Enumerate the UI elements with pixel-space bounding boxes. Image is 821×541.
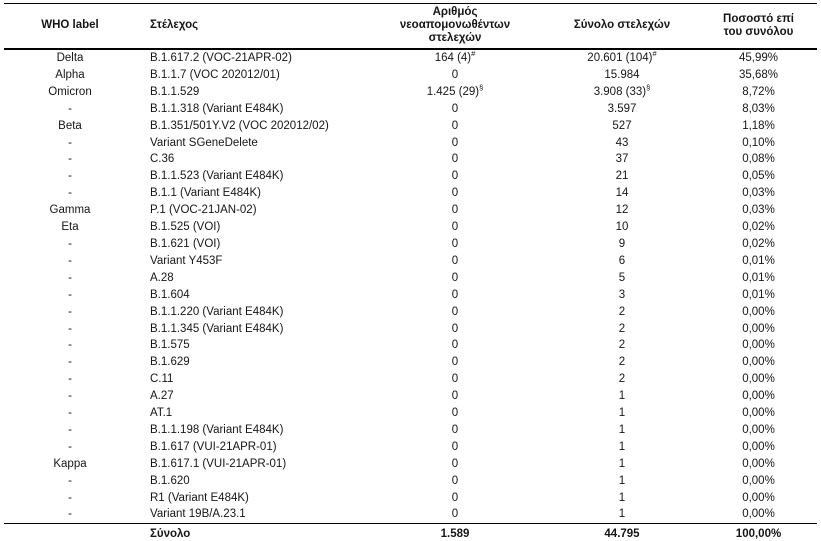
who-label-cell: -: [68, 254, 72, 267]
percentage-cell: 0,00%: [742, 423, 775, 436]
new-isolates-cell: [366, 321, 544, 338]
total-strains-value: 6: [618, 254, 626, 267]
new-isolates-cell: [366, 337, 544, 354]
percentage-cell: 0,00%: [742, 457, 775, 470]
strain-cell: B.1.617.1 (VUI-21APR-01): [150, 457, 287, 470]
who-label-cell: Gamma: [49, 204, 91, 217]
table-body: [4, 49, 817, 524]
table-row: [4, 287, 817, 304]
new-isolates-value: 0: [451, 254, 459, 267]
column-header-who-label-text: WHO label: [41, 19, 99, 31]
new-isolates-cell: [366, 422, 544, 439]
total-strains-value: 1: [618, 457, 626, 470]
percentage-cell: 0,01%: [742, 288, 775, 301]
strain-cell: B.1.1 (Variant E484K): [150, 187, 262, 200]
column-header-percentage-text: Ποσοστό επί του συνόλου: [723, 12, 794, 38]
percentage-cell: 0,00%: [742, 339, 775, 352]
strain-cell: B.1.1.198 (Variant E484K): [150, 423, 284, 436]
strain-cell: C.36: [150, 153, 175, 166]
total-strains-cell: [544, 304, 700, 321]
table-row: [4, 84, 817, 101]
new-isolates-cell: [366, 371, 544, 388]
strain-cell: B.1.620: [150, 474, 190, 487]
column-header-new-isolates-text: Αριθμός νεοαπομονωθέντων στελεχών: [399, 6, 511, 44]
new-isolates-value: 0: [451, 119, 459, 132]
new-isolates-value: 0: [451, 373, 459, 386]
strain-cell: B.1.525 (VOI): [150, 221, 221, 234]
percentage-cell: 0,08%: [742, 153, 775, 166]
total-strains-cell: [544, 321, 700, 338]
percentage-cell: 0,00%: [742, 407, 775, 420]
who-label-cell: -: [68, 187, 72, 200]
total-strains-cell: [544, 337, 700, 354]
strain-cell: B.1.351/501Y.V2 (VOC 202012/02): [150, 119, 329, 132]
who-label-cell: Eta: [61, 221, 79, 234]
total-strains-value: 2: [618, 322, 626, 335]
total-strains-value: 2: [618, 373, 626, 386]
total-strains-cell: [544, 151, 700, 168]
total-strains-value: 14: [615, 187, 629, 200]
percentage-cell: 45,99%: [738, 52, 778, 64]
strain-cell: B.1.1.529: [150, 85, 200, 98]
variant-surveillance-table: [4, 3, 817, 541]
who-label-cell: -: [68, 305, 72, 318]
total-strains-superscript: §: [646, 83, 651, 92]
new-isolates-cell: [366, 84, 544, 101]
strain-cell: B.1.575: [150, 339, 190, 352]
new-isolates-value: 1.425 (29): [426, 85, 480, 98]
who-label-cell: -: [68, 356, 72, 369]
new-isolates-value: 0: [451, 271, 459, 284]
who-label-cell: -: [68, 288, 72, 301]
table-row: [4, 405, 817, 422]
table-row: [4, 490, 817, 507]
total-strains-cell: [544, 506, 700, 523]
who-label-cell: Alpha: [55, 68, 85, 81]
column-header-strain-text: Στέλεχος: [150, 19, 199, 31]
who-label-cell: Delta: [56, 52, 84, 64]
strain-cell: B.1.604: [150, 288, 190, 301]
total-strains-value: 9: [618, 237, 626, 250]
strain-cell: B.1.629: [150, 356, 190, 369]
column-header-who-label: [4, 4, 136, 50]
total-strains-value: 1: [618, 440, 626, 453]
total-strains-value: 12: [615, 204, 629, 217]
strain-cell: B.1.1.220 (Variant E484K): [150, 305, 284, 318]
new-isolates-value: 0: [451, 356, 459, 369]
strain-cell: P.1 (VOC-21JAN-02): [150, 204, 257, 217]
table-row: [4, 270, 817, 287]
column-header-total-strains: [544, 4, 700, 50]
total-strains-cell: [544, 236, 700, 253]
new-isolates-value: 0: [451, 423, 459, 436]
new-isolates-value: 0: [451, 322, 459, 335]
table-row: [4, 439, 817, 456]
total-strains-value: 37: [615, 153, 629, 166]
total-strains-cell: [544, 439, 700, 456]
new-isolates-value: 0: [451, 508, 459, 521]
new-isolates-value: 0: [451, 440, 459, 453]
table-header: [4, 4, 817, 50]
total-strains-value: 2: [618, 356, 626, 369]
new-isolates-cell: [366, 49, 544, 67]
strain-cell: A.27: [150, 390, 174, 403]
new-isolates-value: 0: [451, 339, 459, 352]
new-isolates-cell: [366, 101, 544, 118]
new-isolates-cell: [366, 151, 544, 168]
new-isolates-cell: [366, 439, 544, 456]
strain-cell: B.1.617 (VUI-21APR-01): [150, 440, 277, 453]
percentage-cell: 0,00%: [742, 322, 775, 335]
new-isolates-value: 0: [451, 305, 459, 318]
who-label-cell: -: [68, 491, 72, 504]
table-row: [4, 371, 817, 388]
percentage-cell: 0,00%: [742, 373, 775, 386]
column-header-new-isolates: [366, 4, 544, 50]
strain-cell: B.1.1.7 (VOC 202012/01): [150, 68, 280, 81]
new-isolates-cell: [366, 354, 544, 371]
new-isolates-cell: [366, 185, 544, 202]
new-isolates-value: 164 (4): [434, 52, 472, 64]
total-strains-value: 1: [618, 390, 626, 403]
total-strains-cell: [544, 185, 700, 202]
table-row: [4, 253, 817, 270]
strain-cell: B.1.1.345 (Variant E484K): [150, 322, 284, 335]
percentage-cell: 0,00%: [742, 305, 775, 318]
total-strains-cell: [544, 67, 700, 84]
percentage-cell: 0,00%: [742, 491, 775, 504]
column-header-strain: [136, 4, 366, 50]
new-isolates-superscript: §: [479, 83, 484, 92]
total-strains-value: 43: [615, 136, 629, 149]
who-label-cell: -: [68, 407, 72, 420]
table-row: [4, 185, 817, 202]
new-isolates-cell: [366, 490, 544, 507]
total-strains-value: 5: [618, 271, 626, 284]
total-strains-cell: [544, 168, 700, 185]
total-strains-cell: [544, 405, 700, 422]
header-row: [4, 4, 817, 50]
new-isolates-value: 0: [451, 288, 459, 301]
new-isolates-cell: [366, 405, 544, 422]
total-strains-cell: [544, 270, 700, 287]
percentage-cell: 0,00%: [742, 474, 775, 487]
total-strains-value: 3: [618, 288, 626, 301]
strain-cell: C.11: [150, 373, 174, 386]
who-label-cell: -: [68, 390, 72, 403]
table-row: [4, 202, 817, 219]
total-strains-value: 527: [612, 119, 632, 132]
who-label-cell: -: [68, 423, 72, 436]
strain-cell: R1 (Variant E484K): [150, 491, 249, 504]
total-strains-cell: [544, 84, 700, 101]
who-label-cell: Beta: [58, 119, 82, 132]
new-isolates-cell: [366, 473, 544, 490]
total-strains-value: 1: [618, 423, 626, 436]
new-isolates-value: 0: [451, 390, 459, 403]
table-row: [4, 101, 817, 118]
total-strains-value: 10: [615, 221, 629, 234]
percentage-cell: 0,00%: [742, 440, 775, 453]
strain-cell: A.28: [150, 271, 174, 284]
new-isolates-value: 0: [451, 204, 459, 217]
table-row: [4, 337, 817, 354]
new-isolates-cell: [366, 456, 544, 473]
total-strains-value: 20.601 (104): [587, 52, 653, 64]
who-label-cell: -: [68, 508, 72, 521]
new-isolates-cell: [366, 506, 544, 523]
total-strains-cell: [544, 101, 700, 118]
total-strains-cell: [544, 490, 700, 507]
new-isolates-value: 0: [451, 237, 459, 250]
total-strains-cell: [544, 118, 700, 135]
who-label-cell: -: [68, 170, 72, 183]
percentage-cell: 0,01%: [742, 271, 775, 284]
new-isolates-value: 0: [451, 102, 459, 115]
table-row: [4, 219, 817, 236]
table-row: [4, 304, 817, 321]
who-label-cell: -: [68, 136, 72, 149]
table-footer: [4, 524, 817, 541]
total-row-label: Σύνολο: [136, 524, 366, 541]
total-strains-cell: [544, 219, 700, 236]
new-isolates-value: 0: [451, 407, 459, 420]
who-label-cell: -: [68, 102, 72, 115]
total-strains-cell: [544, 422, 700, 439]
new-isolates-value: 0: [451, 491, 459, 504]
total-row-empty-cell: [4, 524, 136, 541]
table-row: [4, 151, 817, 168]
new-isolates-cell: [366, 270, 544, 287]
total-strains-superscript: #: [652, 49, 657, 59]
percentage-cell: 0,10%: [742, 136, 775, 149]
percentage-cell: 0,03%: [742, 204, 775, 217]
new-isolates-value: 0: [451, 474, 459, 487]
table-row: [4, 506, 817, 523]
total-row: [4, 524, 817, 541]
who-label-cell: -: [68, 373, 72, 386]
new-isolates-value: 0: [451, 68, 459, 81]
table-row: [4, 473, 817, 490]
total-strains-cell: [544, 388, 700, 405]
table-row: [4, 49, 817, 67]
strain-cell: Variant Y453F: [150, 254, 223, 267]
strain-cell: AT.1: [150, 407, 173, 420]
who-label-cell: -: [68, 339, 72, 352]
total-strains-value: 1: [618, 491, 626, 504]
table-row: [4, 135, 817, 152]
strain-cell: Variant 19B/A.23.1: [150, 508, 246, 521]
total-row-percentage: 100,00%: [700, 524, 817, 541]
strain-cell: B.1.621 (VOI): [150, 237, 221, 250]
who-label-cell: Omicron: [48, 85, 92, 98]
strain-cell: B.1.617.2 (VOC-21APR-02): [150, 52, 292, 64]
table-row: [4, 67, 817, 84]
total-strains-value: 3.597: [607, 102, 637, 115]
total-strains-cell: [544, 354, 700, 371]
new-isolates-cell: [366, 135, 544, 152]
column-header-percentage: [700, 4, 817, 50]
total-strains-value: 1: [618, 508, 626, 521]
table-row: [4, 456, 817, 473]
new-isolates-cell: [366, 118, 544, 135]
new-isolates-cell: [366, 168, 544, 185]
new-isolates-cell: [366, 287, 544, 304]
percentage-cell: 8,03%: [742, 102, 775, 115]
total-strains-value: 2: [618, 339, 626, 352]
new-isolates-superscript: #: [471, 49, 476, 59]
who-label-cell: -: [68, 271, 72, 284]
total-strains-cell: [544, 253, 700, 270]
percentage-cell: 0,01%: [742, 254, 775, 267]
total-strains-cell: [544, 456, 700, 473]
column-header-total-strains-text: Σύνολο στελεχών: [573, 19, 671, 31]
percentage-cell: 0,02%: [742, 221, 775, 234]
percentage-cell: 35,68%: [738, 68, 778, 81]
table-row: [4, 422, 817, 439]
who-label-cell: -: [68, 153, 72, 166]
total-strains-cell: [544, 473, 700, 490]
strain-cell: B.1.1.523 (Variant E484K): [150, 170, 284, 183]
total-strains-cell: [544, 287, 700, 304]
percentage-cell: 1,18%: [742, 119, 775, 132]
strain-cell: Variant SGeneDelete: [150, 136, 258, 149]
new-isolates-cell: [366, 388, 544, 405]
table-row: [4, 321, 817, 338]
who-label-cell: -: [68, 440, 72, 453]
total-strains-value: 3.908 (33): [593, 85, 647, 98]
new-isolates-cell: [366, 67, 544, 84]
new-isolates-cell: [366, 202, 544, 219]
table-row: [4, 236, 817, 253]
total-strains-value: 21: [615, 170, 629, 183]
total-strains-cell: [544, 202, 700, 219]
total-strains-cell: [544, 49, 700, 67]
total-row-new-isolates: 1.589: [366, 524, 544, 541]
total-strains-value: 2: [618, 305, 626, 318]
total-strains-value: 15.984: [604, 68, 640, 81]
percentage-cell: 0,00%: [742, 508, 775, 521]
who-label-cell: Kappa: [53, 457, 87, 470]
total-strains-cell: [544, 135, 700, 152]
new-isolates-cell: [366, 219, 544, 236]
percentage-cell: 0,02%: [742, 237, 775, 250]
who-label-cell: -: [68, 237, 72, 250]
new-isolates-value: 0: [451, 153, 459, 166]
total-strains-value: 1: [618, 474, 626, 487]
table-row: [4, 168, 817, 185]
table-row: [4, 118, 817, 135]
total-strains-value: 1: [618, 407, 626, 420]
percentage-cell: 0,00%: [742, 390, 775, 403]
percentage-cell: 0,00%: [742, 356, 775, 369]
percentage-cell: 0,03%: [742, 187, 775, 200]
new-isolates-value: 0: [451, 221, 459, 234]
new-isolates-cell: [366, 236, 544, 253]
new-isolates-value: 0: [451, 170, 459, 183]
table-row: [4, 354, 817, 371]
total-strains-cell: [544, 371, 700, 388]
table-row: [4, 388, 817, 405]
percentage-cell: 0,05%: [742, 170, 775, 183]
new-isolates-cell: [366, 304, 544, 321]
percentage-cell: 8,72%: [742, 85, 775, 98]
new-isolates-value: 0: [451, 187, 459, 200]
new-isolates-value: 0: [451, 136, 459, 149]
new-isolates-value: 0: [451, 457, 459, 470]
who-label-cell: -: [68, 322, 72, 335]
total-row-total-strains: 44.795: [544, 524, 700, 541]
new-isolates-cell: [366, 253, 544, 270]
who-label-cell: -: [68, 474, 72, 487]
strain-cell: B.1.1.318 (Variant E484K): [150, 102, 284, 115]
